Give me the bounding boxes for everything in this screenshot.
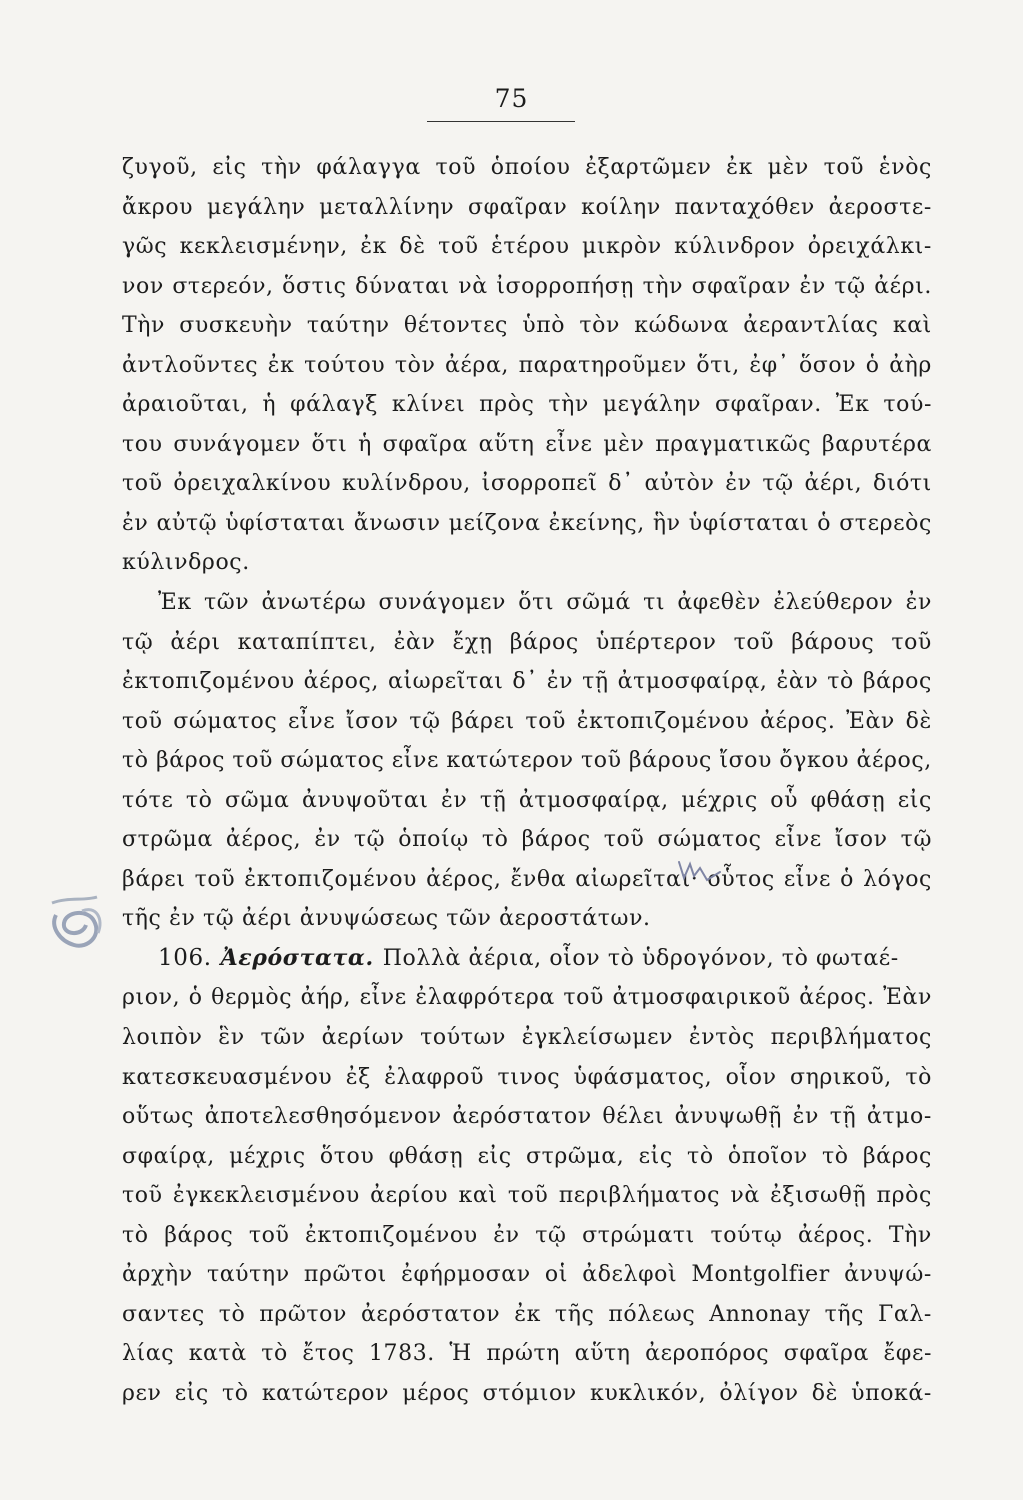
text-line: τὸ βάρος τοῦ ἐκτοπιζομένου ἐν τῷ στρώματι τούτῳ ἀέρος. Τὴν — [122, 1222, 932, 1248]
text-line: τῷ ἀέρι καταπίπτει, ἐὰν ἔχῃ βάρος ὑπέρτερον τοῦ βάρους τοῦ — [122, 629, 932, 655]
text-line: ρεν εἰς τὸ κατώτερον μέρος στόμιον κυκλικόν, ὀλίγον δὲ ὑποκά- — [122, 1380, 932, 1406]
text-line: τῆς ἐν τῷ ἀέρι ἀνυψώσεως τῶν ἀεροστάτων. — [122, 906, 651, 932]
text-line: ἀντλοῦντες ἐκ τούτου τὸν ἀέρα, παρατηροῦμεν ὅτι, ἐφ᾽ ὅσον ὁ ἀὴρ — [122, 352, 932, 378]
text-line: λοιπὸν ἓν τῶν ἀερίων τούτων ἐγκλείσωμεν ἐντὸς περιβλήματος — [122, 1025, 932, 1051]
text-line: λίας κατὰ τὸ ἔτος 1783. Ἡ πρώτη αὕτη ἀεροπόρος σφαῖρα ἔφε- — [122, 1341, 932, 1367]
text-line: βάρει τοῦ ἐκτοπιζομένου ἀέρος, ἔνθα αἰωρεῖται· οὗτος εἶνε ὁ λόγος — [122, 866, 932, 892]
text-line: Τὴν συσκευὴν ταύτην θέτοντες ὑπὸ τὸν κώδωνα ἀεραντλίας καὶ — [122, 313, 932, 339]
text-line: νον στερεόν, ὅστις δύναται νὰ ἰσορροπήσῃ τὴν σφαῖραν ἐν τῷ ἀέρι. — [122, 273, 932, 299]
text-line: κατεσκευασμένου ἐξ ἐλαφροῦ τινος ὑφάσματος, οἷον σηρικοῦ, τὸ — [122, 1064, 932, 1090]
text-line: τὸ βάρος τοῦ σώματος εἶνε κατώτερον τοῦ βάρους ἴσου ὄγκου ἀέρος, — [122, 748, 932, 774]
section-title: Ἀερόστατα. — [220, 944, 374, 971]
text-line: ἐκτοπιζομένου ἀέρος, αἰωρεῖται δ᾽ ἐν τῇ ἀτμοσφαίρᾳ, ἐὰν τὸ βάρος — [122, 669, 932, 695]
text-line: ἀραιοῦται, ἡ φάλαγξ κλίνει πρὸς τὴν μεγάλην σφαῖραν. Ἐκ τού- — [122, 392, 932, 418]
text-line: γῶς κεκλεισμένην, ἐκ δὲ τοῦ ἑτέρου μικρὸν κύλινδρον ὀρειχάλκι- — [122, 234, 932, 260]
body-text — [122, 148, 932, 1414]
page-number: 75 — [494, 84, 529, 113]
text-line: ἀρχὴν ταύτην πρῶτοι ἐφήρμοσαν οἱ ἀδελφοὶ Montgolfier ἀνυψώ- — [122, 1262, 932, 1288]
text-line: στρῶμα ἀέρος, ἐν τῷ ὁποίῳ τὸ βάρος τοῦ σώματος εἶνε ἴσον τῷ — [122, 827, 932, 853]
text-line: κύλινδρος. — [122, 550, 250, 576]
text-line: Ἐκ τῶν ἀνωτέρω συνάγομεν ὅτι σῶμά τι ἀφεθὲν ἐλεύθερον ἐν — [158, 590, 932, 616]
pencil-mark-icon — [676, 858, 724, 884]
text-line: ζυγοῦ, εἰς τὴν φάλαγγα τοῦ ὁποίου ἐξαρτῶμεν ἐκ μὲν τοῦ ἑνὸς — [122, 155, 932, 180]
text-line: τοῦ σώματος εἶνε ἴσον τῷ βάρει τοῦ ἐκτοπιζομένου ἀέρος. Ἐὰν δὲ — [122, 708, 932, 734]
text-line: ἄκρου μεγάλην μεταλλίνην σφαῖραν κοίλην πανταχόθεν ἀεροστε- — [122, 194, 932, 220]
section-number: 106. — [158, 944, 212, 971]
text-line: σαντες τὸ πρῶτον ἀερόστατον ἐκ τῆς πόλεως Annonay τῆς Γαλ- — [122, 1301, 932, 1327]
text-line: τότε τὸ σῶμα ἀνυψοῦται ἐν τῇ ἀτμοσφαίρᾳ, μέχρις οὗ φθάσῃ εἰς — [122, 787, 932, 813]
text-line: του συνάγομεν ὅτι ἡ σφαῖρα αὕτη εἶνε μὲν πραγματικῶς βαρυτέρα — [122, 431, 932, 457]
handwritten-stamp-icon — [42, 893, 112, 957]
text-line: σφαίρᾳ, μέχρις ὅτου φθάσῃ εἰς στρῶμα, εἰς τὸ ὁποῖον τὸ βάρος — [122, 1143, 932, 1169]
section-first-line: Πολλὰ ἀέρια, οἷον τὸ ὑδρογόνον, τὸ φωταέ- — [382, 945, 899, 971]
header-rule — [427, 121, 575, 122]
text-line: ἐν αὐτῷ ὑφίσταται ἄνωσιν μείζονα ἐκείνης, ἣν ὑφίσταται ὁ στερεὸς — [122, 510, 932, 536]
text-line: οὕτως ἀποτελεσθησόμενον ἀερόστατον θέλει ἀνυψωθῇ ἐν τῇ ἀτμο- — [122, 1104, 932, 1130]
text-line: τοῦ ὀρειχαλκίνου κυλίνδρου, ἰσορροπεῖ δ᾽ αὐτὸν ἐν τῷ ἀέρι, διότι — [122, 471, 932, 497]
text-line — [122, 939, 932, 979]
text-line: τοῦ ἐγκεκλεισμένου ἀερίου καὶ τοῦ περιβλήματος νὰ ἐξισωθῇ πρὸς — [122, 1183, 932, 1209]
text-line: ριον, ὁ θερμὸς ἀήρ, εἶνε ἐλαφρότερα τοῦ ἀτμοσφαιρικοῦ ἀέρος. Ἐὰν — [122, 985, 932, 1011]
